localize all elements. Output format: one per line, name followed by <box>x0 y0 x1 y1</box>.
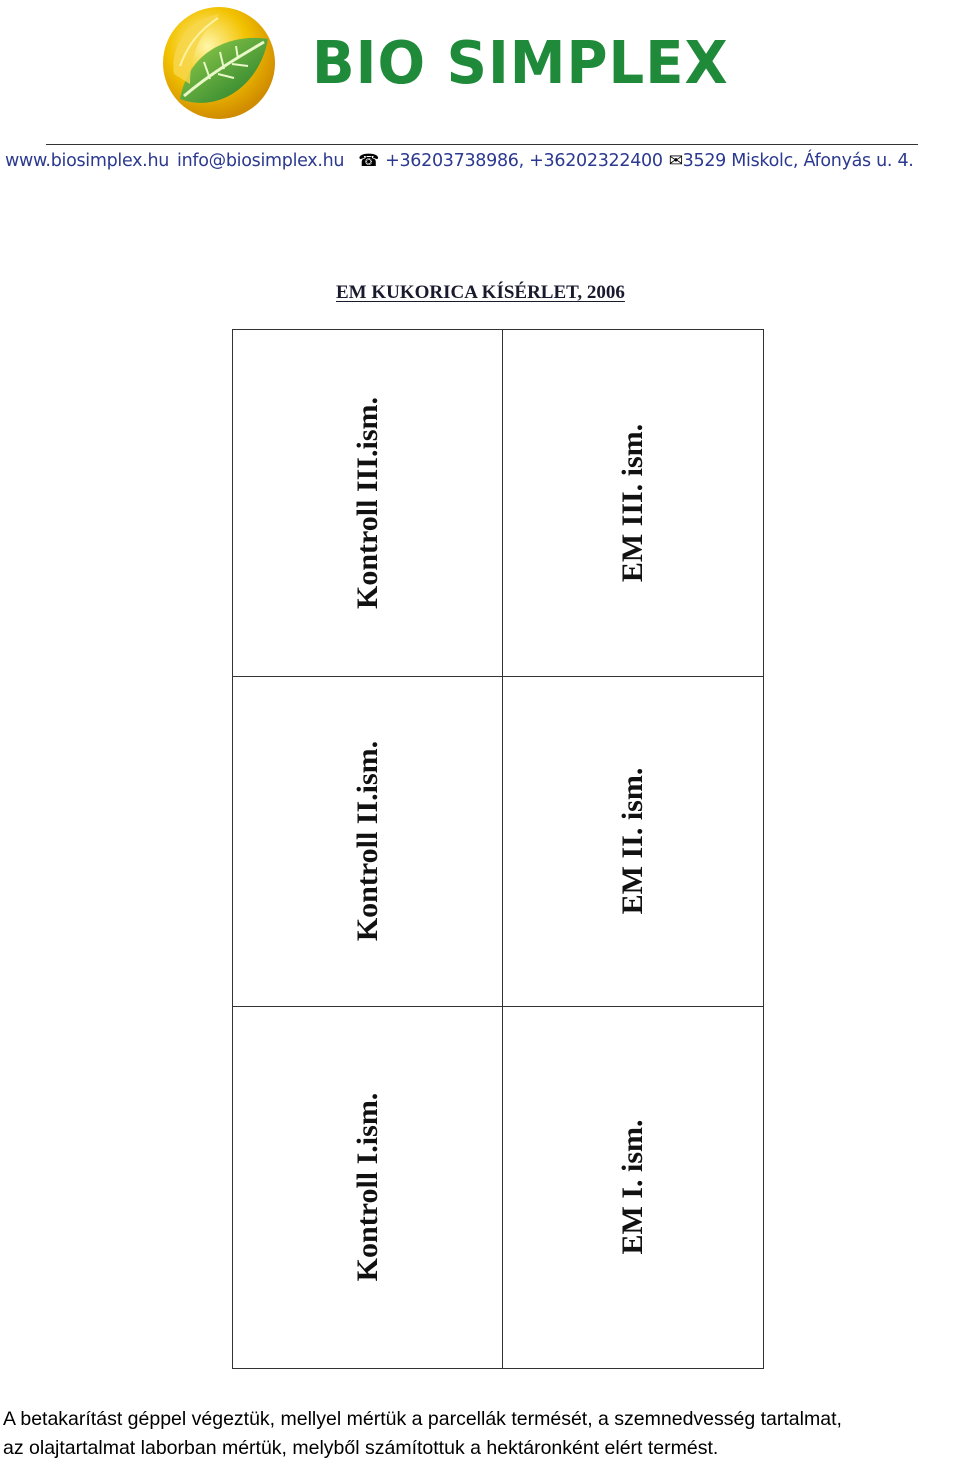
plot-label: EM I. ism. <box>616 1119 649 1255</box>
plot-label: EM II. ism. <box>616 767 649 915</box>
body-paragraph <box>3 1405 960 1463</box>
brand-wordmark: BIO SIMPLEX <box>312 29 729 98</box>
mail-icon: ✉ <box>668 151 683 171</box>
plot-cell-control-3 <box>233 330 502 676</box>
plot-cell-em-1 <box>502 1006 764 1368</box>
phone-numbers: +36203738986, +36202322400 <box>385 151 663 171</box>
plot-label: EM III. ism. <box>616 423 649 583</box>
website-link[interactable]: www.biosimplex.hu <box>5 151 170 171</box>
plot-cell-control-2 <box>233 676 502 1006</box>
leaf-emblem-icon <box>160 4 278 122</box>
page-title: EM KUKORICA KÍSÉRLET, 2006 <box>336 282 625 303</box>
paragraph-line: A betakarítást géppel végeztük, mellyel mértük a parcellák termését, a szemnedvesség tartalmat, <box>3 1408 842 1430</box>
company-logo <box>160 4 740 122</box>
plot-label: Kontroll I.ism. <box>350 1092 384 1282</box>
contact-line <box>5 147 960 175</box>
plot-cell-control-1 <box>233 1006 502 1368</box>
plot-layout-grid <box>232 329 764 1369</box>
phone-icon: ☎ <box>358 151 380 171</box>
header-divider <box>46 144 918 145</box>
address: 3529 Miskolc, Áfonyás u. 4. <box>682 151 914 171</box>
plot-label: Kontroll II.ism. <box>350 740 384 942</box>
plot-label: Kontroll III.ism. <box>350 397 384 609</box>
email-link[interactable]: info@biosimplex.hu <box>177 151 345 171</box>
plot-cell-em-2 <box>502 676 764 1006</box>
plot-cell-em-3 <box>502 330 764 676</box>
paragraph-line: az olajtartalmat laborban mértük, melyből számítottuk a hektáronként elért termést. <box>3 1437 719 1459</box>
